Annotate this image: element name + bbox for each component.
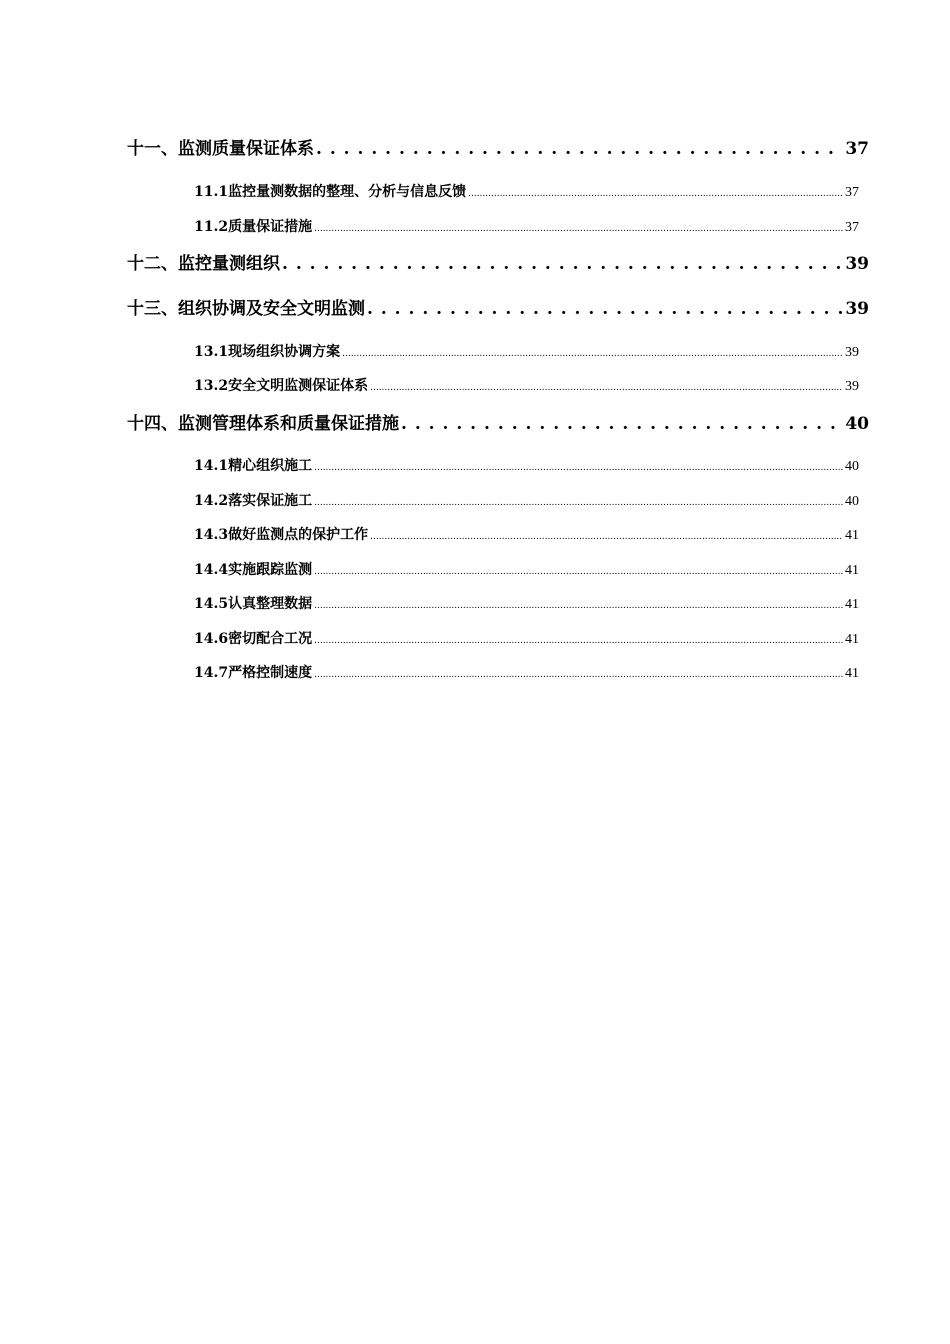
- toc-entry-13-1[interactable]: [194, 341, 859, 361]
- toc-entry-page: 41: [845, 597, 859, 612]
- toc-entry-page: 41: [845, 632, 859, 647]
- toc-entry-title: 11.2质量保证措施: [194, 219, 313, 235]
- toc-entry-page: 39: [845, 345, 859, 360]
- toc-entry-section-12[interactable]: [127, 249, 869, 274]
- toc-entry-title: 13.1现场组织协调方案: [194, 344, 341, 360]
- toc-entry-11-2[interactable]: [194, 216, 859, 236]
- toc-entry-section-13[interactable]: [127, 294, 869, 319]
- dot-leader: [282, 254, 843, 274]
- dot-leader: [370, 383, 843, 393]
- toc-entry-page: 37: [845, 220, 859, 235]
- toc-entry-14-1[interactable]: [194, 455, 859, 475]
- dot-leader: [314, 636, 843, 646]
- toc-entry-section-14[interactable]: [127, 409, 869, 434]
- toc-entry-14-7[interactable]: [194, 662, 859, 682]
- toc-entry-14-6[interactable]: [194, 628, 859, 648]
- toc-entry-page: 40: [845, 494, 859, 509]
- toc-entry-14-4[interactable]: [194, 559, 859, 579]
- toc-entry-title: 14.6密切配合工况: [194, 631, 313, 647]
- dot-leader: [468, 189, 843, 199]
- dot-leader: [370, 532, 843, 542]
- toc-entry-14-2[interactable]: [194, 490, 859, 510]
- toc-entry-title: 十四、监测管理体系和质量保证措施: [127, 414, 399, 434]
- toc-entry-14-3[interactable]: [194, 524, 859, 544]
- toc-entry-page: 41: [845, 528, 859, 543]
- toc-entry-14-5[interactable]: [194, 593, 859, 613]
- toc-entry-title: 14.4实施跟踪监测: [194, 562, 313, 578]
- toc-entry-11-1[interactable]: [194, 181, 859, 201]
- dot-leader: [314, 670, 843, 680]
- dot-leader: [314, 224, 843, 234]
- toc-entry-title: 十二、监控量测组织: [127, 254, 280, 274]
- toc-entry-page: 41: [845, 563, 859, 578]
- dot-leader: [316, 139, 843, 159]
- toc-entry-13-2[interactable]: [194, 375, 859, 395]
- toc-entry-title: 14.1精心组织施工: [194, 458, 313, 474]
- toc-entry-page: 39: [845, 379, 859, 394]
- dot-leader: [314, 601, 843, 611]
- toc-entry-page: 37: [845, 139, 869, 159]
- toc-entry-page: 40: [845, 414, 869, 434]
- toc-entry-page: 39: [845, 299, 869, 319]
- toc-entry-title: 11.1监控量测数据的整理、分析与信息反馈: [194, 184, 467, 200]
- toc-entry-page: 39: [845, 254, 869, 274]
- toc-entry-title: 14.3做好监测点的保护工作: [194, 527, 369, 543]
- dot-leader: [314, 567, 843, 577]
- toc-entry-title: 14.5认真整理数据: [194, 596, 313, 612]
- toc-entry-page: 37: [845, 185, 859, 200]
- toc-entry-title: 14.2落实保证施工: [194, 493, 313, 509]
- dot-leader: [367, 299, 843, 319]
- dot-leader: [314, 463, 843, 473]
- toc-entry-section-11[interactable]: [127, 134, 869, 159]
- toc-entry-title: 十一、监测质量保证体系: [127, 139, 314, 159]
- dot-leader: [314, 498, 843, 508]
- dot-leader: [342, 349, 843, 359]
- toc-entry-title: 十三、组织协调及安全文明监测: [127, 299, 365, 319]
- toc-entry-title: 14.7严格控制速度: [194, 665, 313, 681]
- toc-entry-page: 41: [845, 666, 859, 681]
- dot-leader: [401, 414, 843, 434]
- toc-entry-page: 40: [845, 459, 859, 474]
- toc-entry-title: 13.2安全文明监测保证体系: [194, 378, 369, 394]
